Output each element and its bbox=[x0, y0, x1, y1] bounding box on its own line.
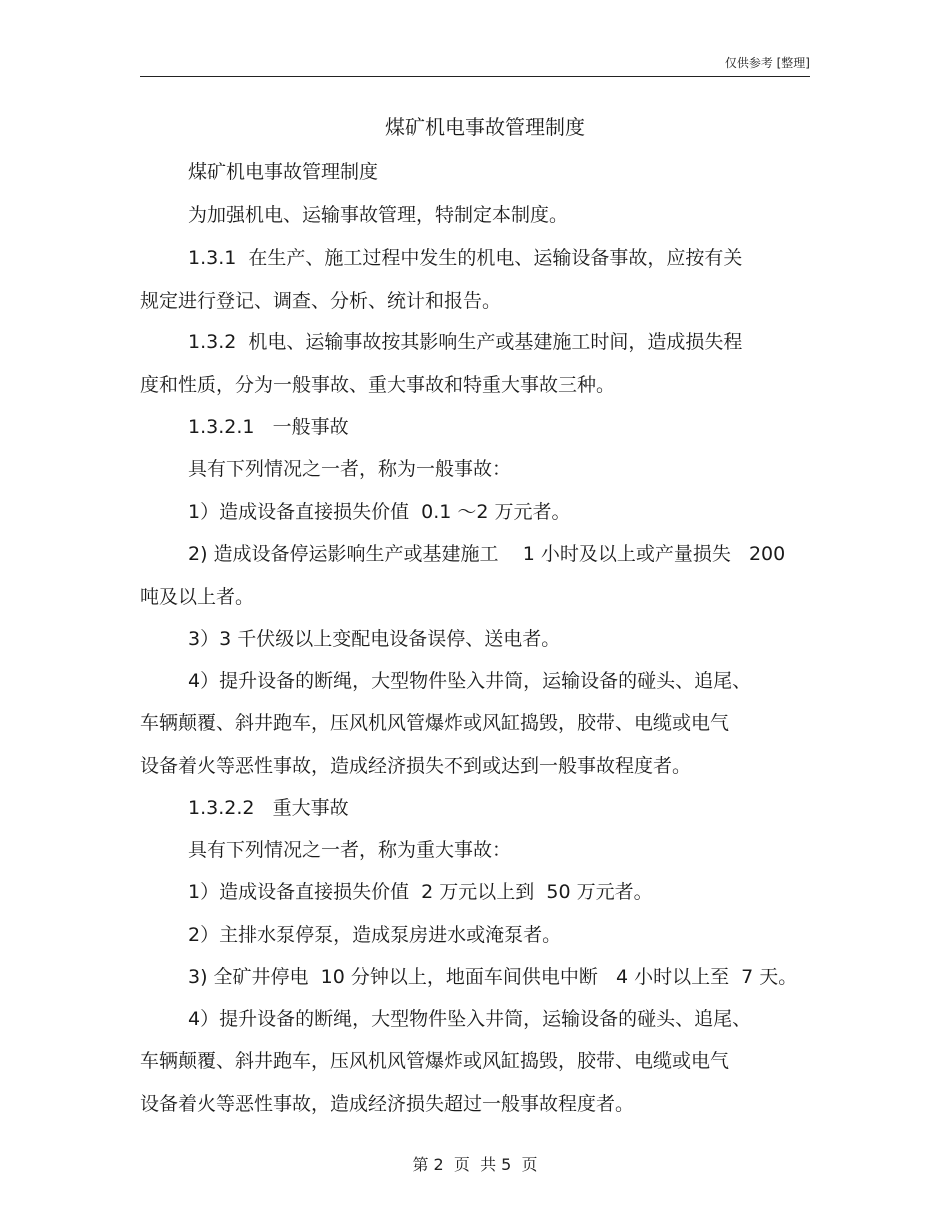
list-item: 1）造成设备直接损失价值 0.1 ～2 万元者。 bbox=[188, 501, 571, 523]
page-header bbox=[140, 52, 810, 77]
list-item: 3）3 千伏级以上变配电设备误停、送电者。 bbox=[188, 628, 561, 650]
list-item: 2）主排水泵停泵，造成泵房进水或淹泵者。 bbox=[188, 924, 562, 946]
list-item: 3) 全矿井停电 10 分钟以上，地面车间供电中断 4 小时以上至 7 天。 bbox=[188, 966, 798, 988]
paragraph-line: 车辆颠覆、斜井跑车，压风机风管爆炸或风缸捣毁，胶带、电缆或电气 bbox=[140, 712, 730, 734]
paragraph-line: 设备着火等恶性事故，造成经济损失超过一般事故程度者。 bbox=[140, 1093, 635, 1115]
list-item: 2) 造成设备停运影响生产或基建施工 1 小时及以上或产量损失 200 bbox=[188, 543, 786, 565]
paragraph-line: 1.3.1 在生产、施工过程中发生的机电、运输设备事故，应按有关 bbox=[188, 247, 743, 269]
section-heading: 1.3.2.1 一般事故 bbox=[188, 416, 349, 438]
list-item: 1）造成设备直接损失价值 2 万元以上到 50 万元者。 bbox=[188, 881, 653, 903]
paragraph-line: 具有下列情况之一者，称为重大事故： bbox=[188, 839, 512, 861]
paragraph-line: 1.3.2 机电、运输事故按其影响生产或基建施工时间，造成损失程 bbox=[188, 331, 743, 353]
paragraph-line: 设备着火等恶性事故，造成经济损失不到或达到一般事故程度者。 bbox=[140, 755, 692, 777]
paragraph-line: 煤矿机电事故管理制度 bbox=[188, 161, 379, 183]
paragraph-line: 吨及以上者。 bbox=[140, 586, 255, 608]
paragraph-line: 规定进行登记、调查、分析、统计和报告。 bbox=[140, 290, 502, 312]
document-title: 煤矿机电事故管理制度 bbox=[385, 115, 585, 139]
paragraph-line: 为加强机电、运输事故管理，特制定本制度。 bbox=[188, 204, 569, 226]
paragraph-line: 度和性质，分为一般事故、重大事故和特重大事故三种。 bbox=[140, 374, 616, 396]
list-item: 4）提升设备的断绳，大型物件坠入井筒，运输设备的碰头、追尾、 bbox=[188, 1008, 752, 1030]
paragraph-line: 具有下列情况之一者，称为一般事故： bbox=[188, 458, 512, 480]
list-item: 4）提升设备的断绳，大型物件坠入井筒，运输设备的碰头、追尾、 bbox=[188, 670, 752, 692]
header-note: 仅供参考 [整理] bbox=[724, 56, 810, 70]
page-footer: 第 2 页 共 5 页 bbox=[412, 1155, 538, 1174]
paragraph-line: 车辆颠覆、斜井跑车，压风机风管爆炸或风缸捣毁，胶带、电缆或电气 bbox=[140, 1050, 730, 1072]
section-heading: 1.3.2.2 重大事故 bbox=[188, 797, 349, 819]
